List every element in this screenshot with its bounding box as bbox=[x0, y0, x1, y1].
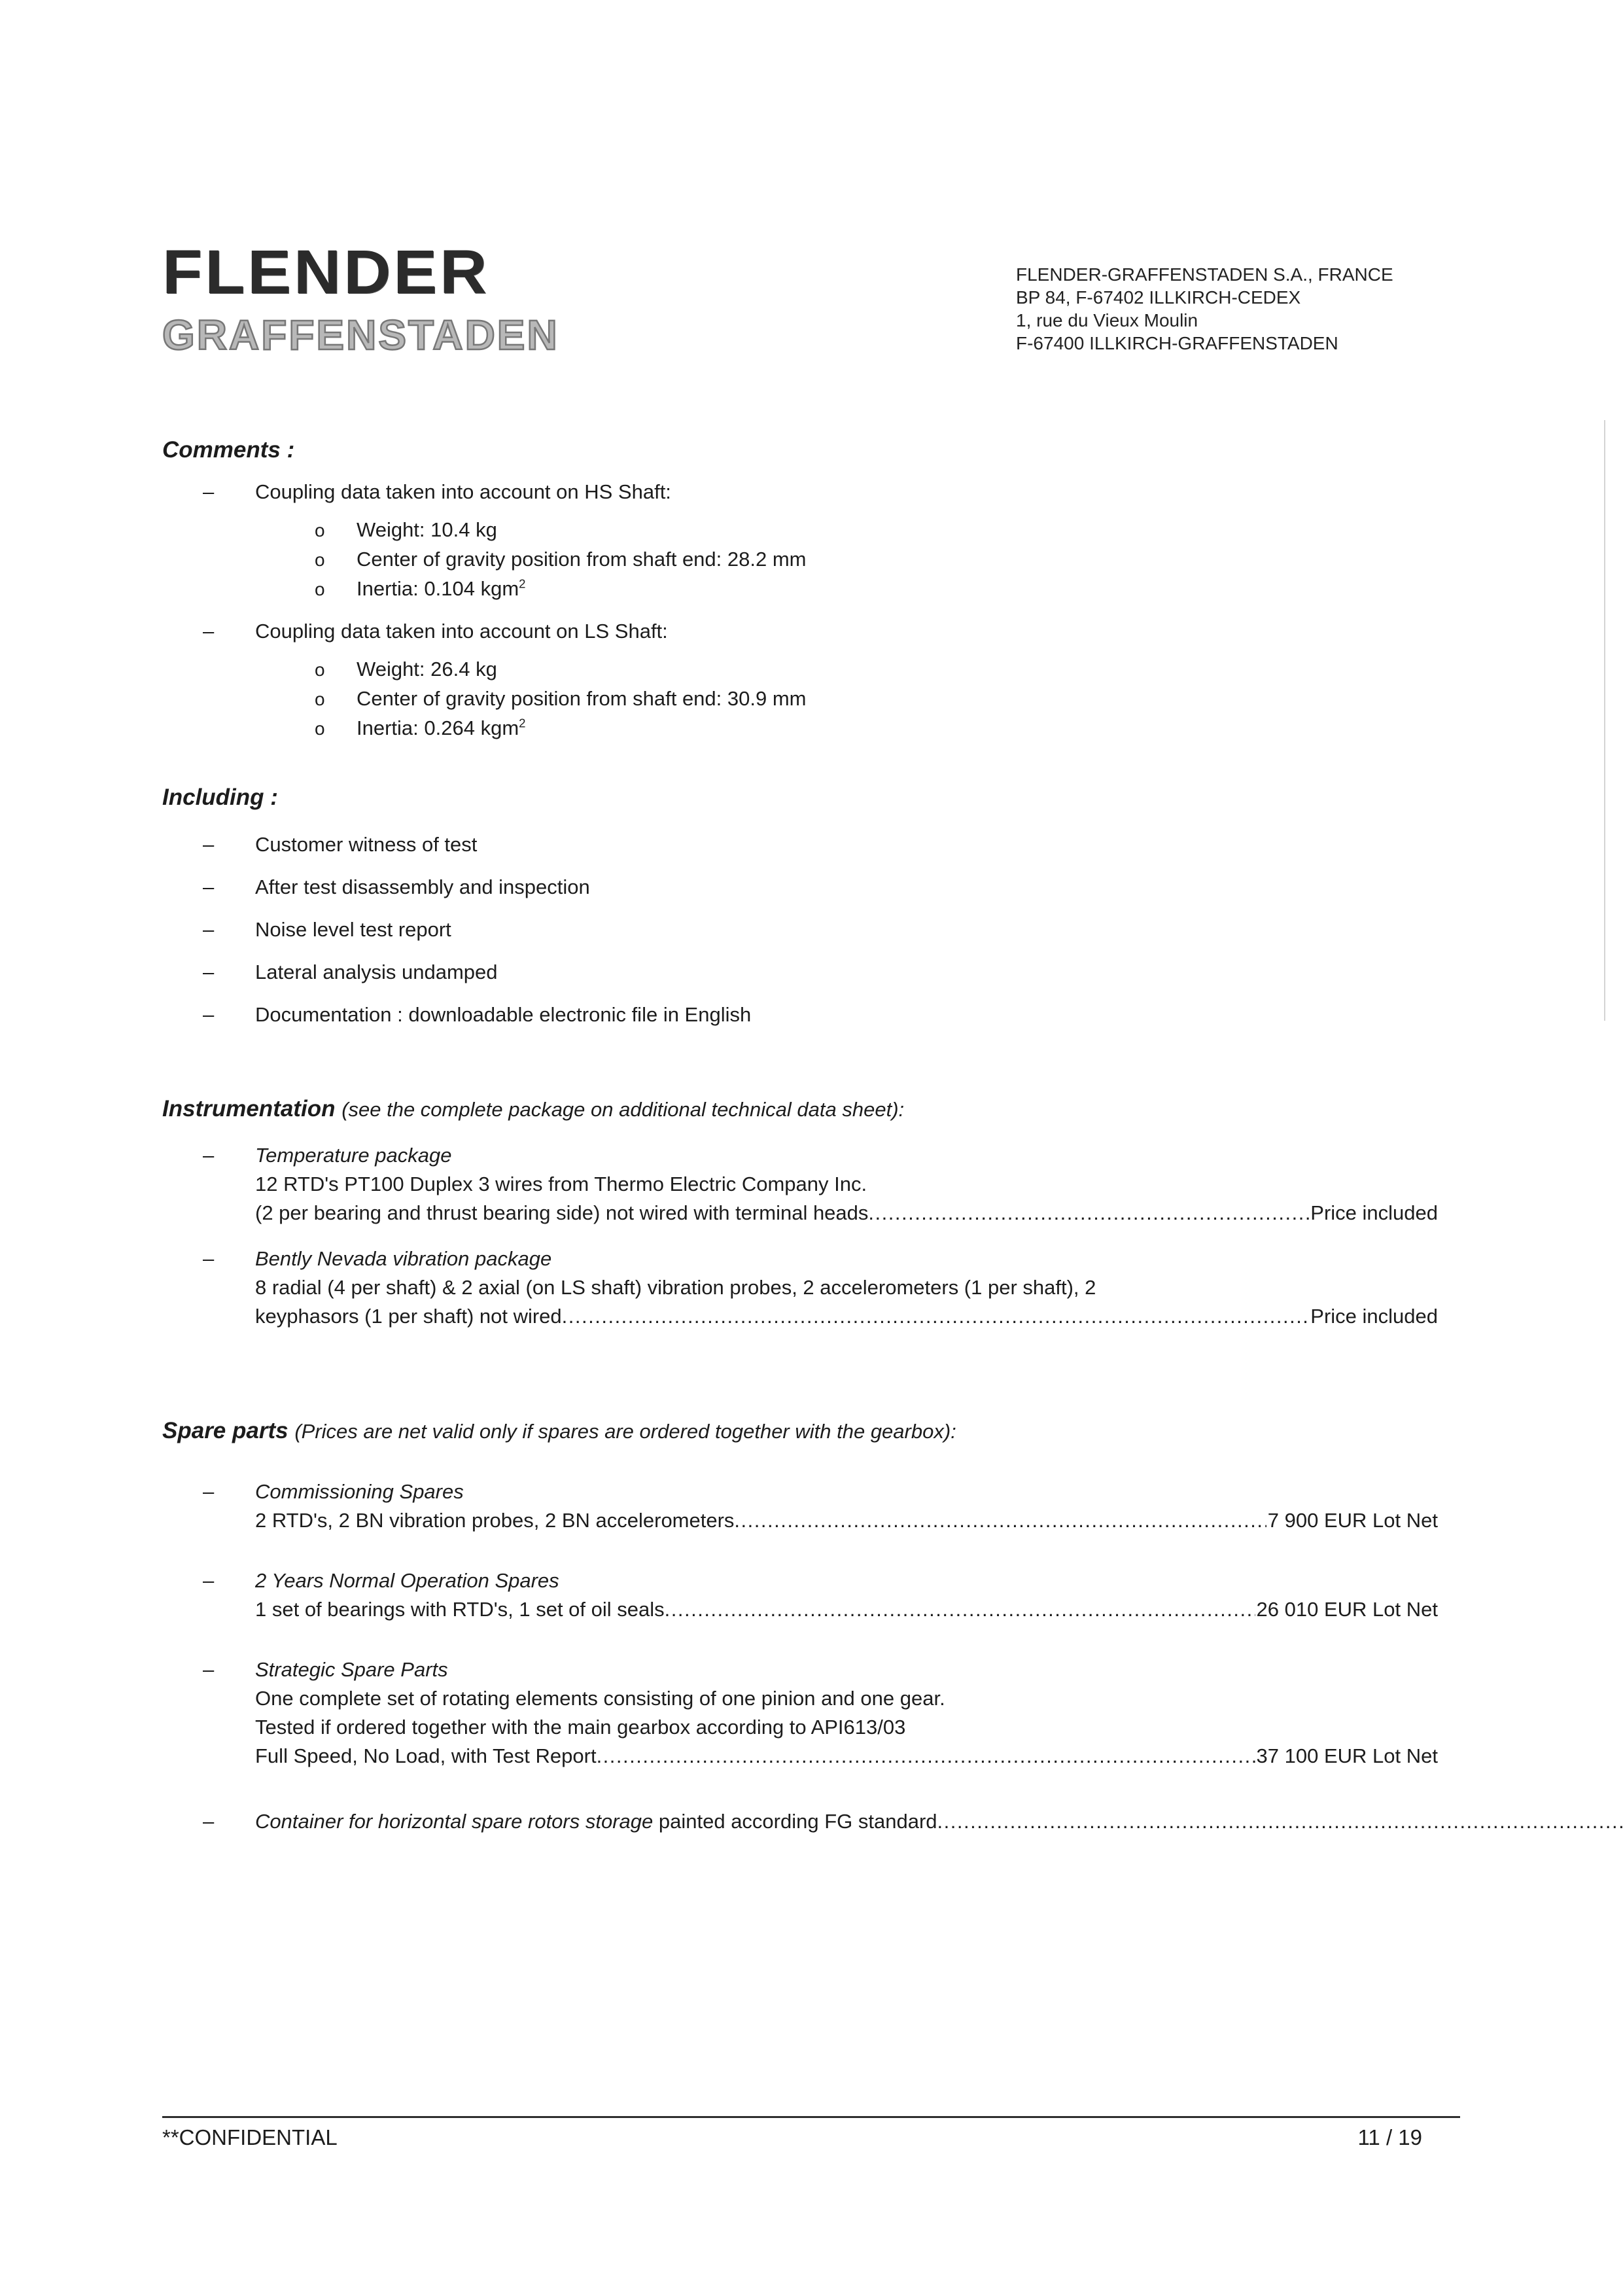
list-item-text: Customer witness of test bbox=[255, 833, 478, 856]
spare-line: Tested if ordered together with the main gearbox according to API613/03 bbox=[255, 1716, 906, 1739]
sub-bullet-item bbox=[162, 516, 1438, 545]
list-item bbox=[162, 873, 1438, 902]
spare-part-item bbox=[162, 1566, 1438, 1624]
bullet-text: Coupling data taken into account on LS Shaft: bbox=[255, 620, 668, 643]
list-item-text: Noise level test report bbox=[255, 918, 451, 941]
instrumentation-item bbox=[162, 1141, 1438, 1227]
superscript: 2 bbox=[519, 716, 526, 730]
address-line: BP 84, F-67402 ILLKIRCH-CEDEX bbox=[1016, 287, 1301, 308]
section-instrumentation bbox=[162, 1094, 1438, 1331]
list-item-text: After test disassembly and inspection bbox=[255, 875, 590, 898]
leader-text: 1 set of bearings with RTD's, 1 set of oil seals bbox=[255, 1598, 665, 1621]
package-leader-row bbox=[255, 1302, 1438, 1331]
instrumentation-title-note: (see the complete package on additional technical data sheet): bbox=[341, 1098, 905, 1121]
logo-flender-wordmark: FLENDER bbox=[162, 237, 490, 307]
list-item bbox=[162, 958, 1438, 987]
dash-bullet-marker: – bbox=[203, 480, 215, 503]
dash-bullet-marker: – bbox=[203, 1247, 215, 1270]
leader-text: 2 RTD's, 2 BN vibration probes, 2 BN accelerometers bbox=[255, 1509, 735, 1532]
spare-title-row bbox=[162, 1655, 1438, 1684]
sub-bullet-text bbox=[357, 684, 1438, 713]
dot-leader bbox=[597, 1742, 1255, 1771]
footer-divider bbox=[162, 2116, 1460, 2118]
address-line: FLENDER-GRAFFENSTADEN S.A., FRANCE bbox=[1016, 264, 1393, 285]
spare-parts-title-note: (Prices are net valid only if spares are ordered together with the gearbox): bbox=[294, 1420, 956, 1443]
price-value: 37 100 EUR Lot Net bbox=[1256, 1744, 1438, 1767]
section-comments bbox=[162, 435, 1438, 743]
logo-graffenstaden-wordmark: GRAFFENSTADEN bbox=[162, 311, 559, 359]
spare-part-item bbox=[162, 1477, 1438, 1535]
instrumentation-title bbox=[162, 1094, 1438, 1124]
bullet-item bbox=[162, 617, 1438, 646]
dash-bullet-marker: – bbox=[203, 833, 215, 856]
container-line bbox=[255, 1807, 1623, 1836]
spare-parts-title bbox=[162, 1416, 1438, 1446]
dash-bullet-marker: – bbox=[203, 875, 215, 898]
sub-bullet-item bbox=[162, 684, 1438, 714]
dash-bullet-marker: – bbox=[203, 918, 215, 941]
sub-bullet-item bbox=[162, 545, 1438, 574]
price-value: Price included bbox=[1310, 1305, 1438, 1328]
price-value: 26 010 EUR Lot Net bbox=[1256, 1598, 1438, 1621]
leader-text: Full Speed, No Load, with Test Report bbox=[255, 1744, 597, 1767]
footer-row bbox=[162, 2123, 1460, 2152]
dash-bullet-marker: – bbox=[203, 961, 215, 983]
instrumentation-item bbox=[162, 1245, 1438, 1331]
sub-bullet-item bbox=[162, 655, 1438, 684]
spare-leader-row bbox=[255, 1807, 1623, 1836]
sub-text: Inertia: 0.264 kgm bbox=[357, 716, 519, 739]
dash-bullet-marker: – bbox=[203, 1810, 215, 1833]
spare-title: Commissioning Spares bbox=[255, 1480, 464, 1503]
sub-bullet-item bbox=[162, 574, 1438, 604]
address-line: F-67400 ILLKIRCH-GRAFFENSTADEN bbox=[1016, 333, 1338, 353]
sub-text: Center of gravity position from shaft end: 30.9 mm bbox=[357, 687, 807, 710]
package-line: 8 radial (4 per shaft) & 2 axial (on LS shaft) vibration probes, 2 accelerometers (1 per shaft), 2 bbox=[255, 1276, 1096, 1299]
sub-bullet-text bbox=[357, 655, 1438, 684]
circle-bullet-marker: o bbox=[315, 579, 325, 599]
list-item-text: Documentation : downloadable electronic file in English bbox=[255, 1003, 752, 1026]
dot-leader bbox=[665, 1595, 1255, 1624]
company-address bbox=[1016, 263, 1393, 355]
dash-bullet-marker: – bbox=[203, 1658, 215, 1681]
spare-part-item bbox=[162, 1655, 1438, 1771]
spare-parts-title-text: Spare parts bbox=[162, 1418, 295, 1443]
sub-text: Weight: 26.4 kg bbox=[357, 658, 497, 680]
container-title: Container for horizontal spare rotors storage bbox=[255, 1810, 654, 1833]
leader-text: (2 per bearing and thrust bearing side) not wired with terminal heads bbox=[255, 1201, 869, 1224]
section-including bbox=[162, 783, 1438, 1029]
dot-leader bbox=[734, 1506, 1266, 1535]
list-item-text: Lateral analysis undamped bbox=[255, 961, 498, 983]
dash-bullet-marker: – bbox=[203, 1003, 215, 1026]
dot-leader bbox=[937, 1807, 1623, 1836]
instrumentation-title-text: Instrumentation bbox=[162, 1096, 342, 1122]
bullet-text: Coupling data taken into account on HS Shaft: bbox=[255, 480, 671, 503]
container-text bbox=[255, 1807, 937, 1836]
spare-leader-row bbox=[255, 1742, 1438, 1771]
spare-leader-row bbox=[255, 1506, 1438, 1535]
including-title: Including : bbox=[162, 785, 278, 810]
page-number: 11 / 19 bbox=[1357, 2125, 1422, 2149]
package-title-row bbox=[162, 1245, 1438, 1273]
sub-bullet-text bbox=[357, 574, 1438, 603]
package-title: Temperature package bbox=[255, 1144, 452, 1167]
page-footer bbox=[162, 2116, 1460, 2152]
circle-bullet-marker: o bbox=[315, 520, 325, 540]
package-title-row bbox=[162, 1141, 1438, 1170]
sub-text: Center of gravity position from shaft end: 28.2 mm bbox=[357, 548, 807, 571]
circle-bullet-marker: o bbox=[315, 550, 325, 570]
dash-bullet-marker: – bbox=[203, 1569, 215, 1592]
spare-title-row bbox=[162, 1477, 1438, 1506]
list-item bbox=[162, 915, 1438, 944]
dash-bullet-marker: – bbox=[203, 1480, 215, 1503]
spare-title: 2 Years Normal Operation Spares bbox=[255, 1569, 559, 1592]
sub-bullet-text bbox=[357, 714, 1438, 743]
dot-leader bbox=[562, 1302, 1310, 1331]
confidential-label: **CONFIDENTIAL bbox=[162, 2125, 338, 2149]
spare-title-row bbox=[162, 1566, 1438, 1595]
sub-bullet-item bbox=[162, 714, 1438, 743]
price-value: Price included bbox=[1310, 1201, 1438, 1224]
circle-bullet-marker: o bbox=[315, 660, 325, 680]
package-leader-row bbox=[255, 1199, 1438, 1227]
circle-bullet-marker: o bbox=[315, 718, 325, 739]
address-line: 1, rue du Vieux Moulin bbox=[1016, 310, 1198, 330]
section-spare-parts bbox=[162, 1416, 1438, 1836]
dash-bullet-marker: – bbox=[203, 620, 215, 643]
list-item bbox=[162, 1000, 1438, 1029]
spare-leader-row bbox=[255, 1595, 1438, 1624]
spare-part-item bbox=[162, 1807, 1438, 1836]
company-logo bbox=[162, 237, 559, 359]
dash-bullet-marker: – bbox=[203, 1144, 215, 1167]
package-title: Bently Nevada vibration package bbox=[255, 1247, 552, 1270]
sub-bullet-text bbox=[357, 545, 1438, 574]
package-line: 12 RTD's PT100 Duplex 3 wires from Thermo Electric Company Inc. bbox=[255, 1173, 867, 1195]
price-value: 7 900 EUR Lot Net bbox=[1267, 1509, 1438, 1532]
bullet-item bbox=[162, 478, 1438, 506]
superscript: 2 bbox=[519, 576, 526, 591]
spare-line: One complete set of rotating elements consisting of one pinion and one gear. bbox=[255, 1687, 945, 1710]
list-item bbox=[162, 830, 1438, 859]
sub-text: Inertia: 0.104 kgm bbox=[357, 577, 519, 600]
sub-text: Weight: 10.4 kg bbox=[357, 518, 497, 541]
circle-bullet-marker: o bbox=[315, 689, 325, 709]
spare-title: Strategic Spare Parts bbox=[255, 1658, 448, 1681]
container-text-after: painted according FG standard bbox=[653, 1810, 937, 1833]
dot-leader bbox=[868, 1199, 1309, 1227]
scan-artifact-line bbox=[1604, 420, 1605, 1021]
sub-bullet-text bbox=[357, 516, 1438, 544]
leader-text: keyphasors (1 per shaft) not wired bbox=[255, 1305, 562, 1328]
comments-title: Comments : bbox=[162, 437, 295, 463]
